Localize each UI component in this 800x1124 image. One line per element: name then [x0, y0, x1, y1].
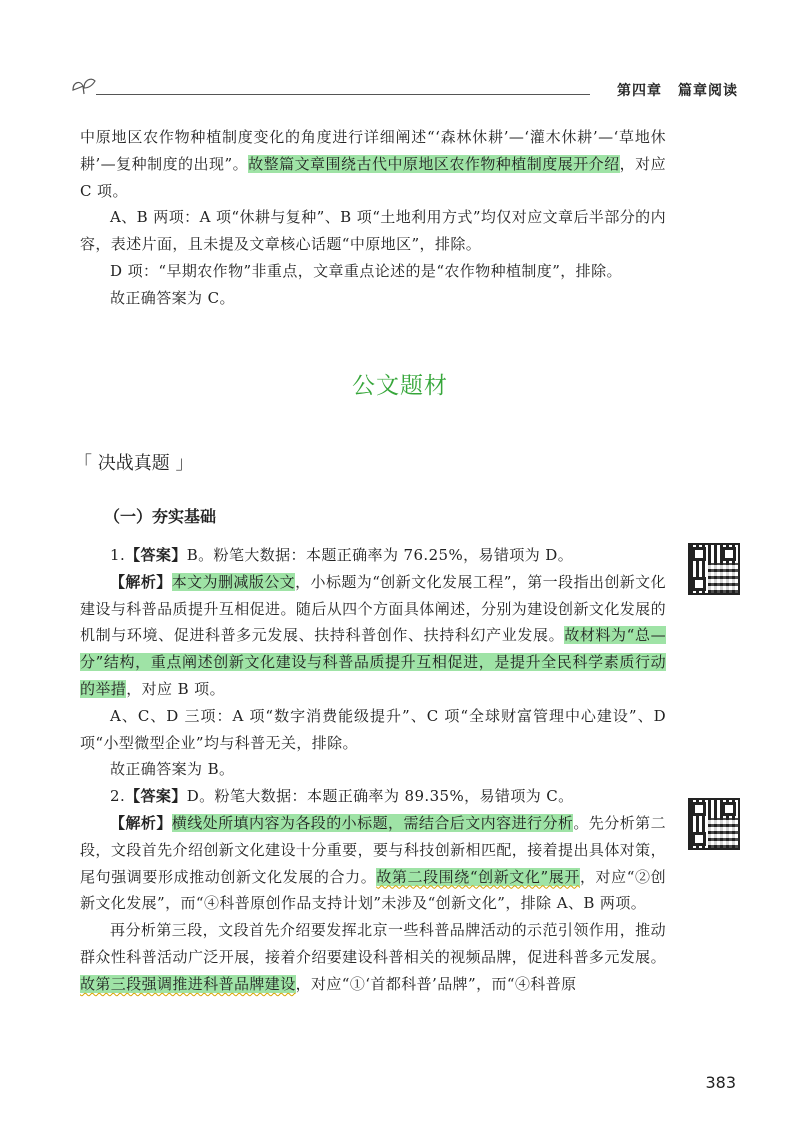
answer-text: B。粉笔大数据：本题正确率为 76.25%，易错项为 D。	[186, 546, 574, 564]
paragraph: 故正确答案为 B。	[110, 760, 235, 779]
paragraph-text: 。先分析第二段，文段首先介绍创新文化建设十分重要，要与科技创新相匹配，接着提出具体对策，尾句强调要形成推动创新文化发展的合力。	[80, 813, 666, 886]
top-paragraphs	[80, 124, 666, 312]
paragraph-text: ，小标题为“创新文化发展工程”，第一段指出创新文化建设与科普品质提升互相促进。随后从四个方面具体阐述，分别为建设创新文化发展的机制与环境、促进科普多元发展、扶持科普创作、扶持科幻产业发展。	[80, 572, 666, 645]
highlighted-text: 故材料为“总—分”结构，重点阐述创新文化建设与科普品质提升互相促进，是提升全民科学素质行动的举措	[80, 626, 666, 698]
q1-answer	[80, 542, 666, 569]
highlighted-text: 本文为删减版公文	[171, 572, 296, 591]
q2-paragraph-3	[80, 917, 666, 997]
chapter-section: 篇章阅读	[678, 83, 738, 99]
question-number: 1.	[110, 546, 126, 564]
chapter-number: 第四章	[617, 83, 662, 99]
paragraph-text: ，对应“①‘首都科普’品牌”，而“④科普原	[295, 974, 577, 993]
sub-heading: （一）夯实基础	[104, 507, 217, 526]
highlighted-text: 故第二段围绕“创新文化”展开	[376, 867, 580, 886]
qr-code-icon[interactable]	[688, 798, 740, 850]
paragraph: 故正确答案为 C。	[110, 288, 235, 307]
paragraph-text: 再分析第三段，文段首先介绍要发挥北京一些科普品牌活动的示范引领作用，推动群众性科普活动广泛开展，接着介绍要建设科普相关的视频品牌，促进科普多元发展。	[80, 921, 666, 966]
q2-analysis	[80, 810, 666, 917]
question-analysis	[80, 542, 666, 998]
leaf-icon	[70, 72, 98, 100]
paragraph: A、C、D 三项：A 项“数字消费能级提升”、C 项“全球财富管理中心建设”、D 项“小型微型企业”均与科普无关，排除。	[80, 706, 666, 752]
paragraph	[80, 124, 666, 204]
chapter-title	[617, 80, 738, 100]
page-header	[70, 72, 738, 108]
answer-text: D。粉笔大数据：本题正确率为 89.35%，易错项为 C。	[186, 787, 574, 806]
highlighted-text: 故整篇文章围绕古代中原地区农作物种植制度展开介绍	[248, 154, 620, 173]
answer-label: 【答案】	[125, 787, 187, 806]
paragraph-text: ，对应 B 项。	[126, 679, 225, 698]
header-rule	[96, 94, 590, 95]
section-heading: 「 决战真题 」	[74, 453, 194, 474]
question-number: 2.	[110, 787, 126, 806]
paragraph-text: 中原地区农作物种植制度变化的角度进行详细阐述“‘森林休耕’—‘灌木休耕’—‘草地休耕’—复种制度的出现”。	[80, 128, 666, 173]
q1-analysis	[80, 569, 666, 703]
paragraph: D 项：“早期农作物”非重点，文章重点论述的是“农作物种植制度”，排除。	[110, 261, 622, 280]
paragraph-text: ，对应“②创新文化发展”，而“④科普原创作品支持计划”未涉及“创新文化”，排除 A、B 两项。	[80, 867, 666, 913]
paragraph: A、B 两项：A 项“休耕与复种”、B 项“土地利用方式”均仅对应文章后半部分的内容，表述片面，且未提及文章核心话题“中原地区”，排除。	[80, 208, 666, 254]
highlighted-text: 横线处所填内容为各段的小标题，需结合后文内容进行分析	[171, 813, 574, 832]
page-number: 383	[705, 1073, 736, 1092]
analysis-label: 【解析】	[110, 572, 172, 591]
qr-code-icon[interactable]	[688, 543, 740, 595]
q2-answer	[80, 783, 666, 810]
highlighted-text: 故第三段强调推进科普品牌建设	[80, 974, 296, 993]
answer-label: 【答案】	[125, 546, 187, 564]
section-title: 公文题材	[352, 373, 448, 399]
paragraph-text: ，对应 C 项。	[80, 154, 666, 200]
analysis-label: 【解析】	[110, 813, 172, 832]
